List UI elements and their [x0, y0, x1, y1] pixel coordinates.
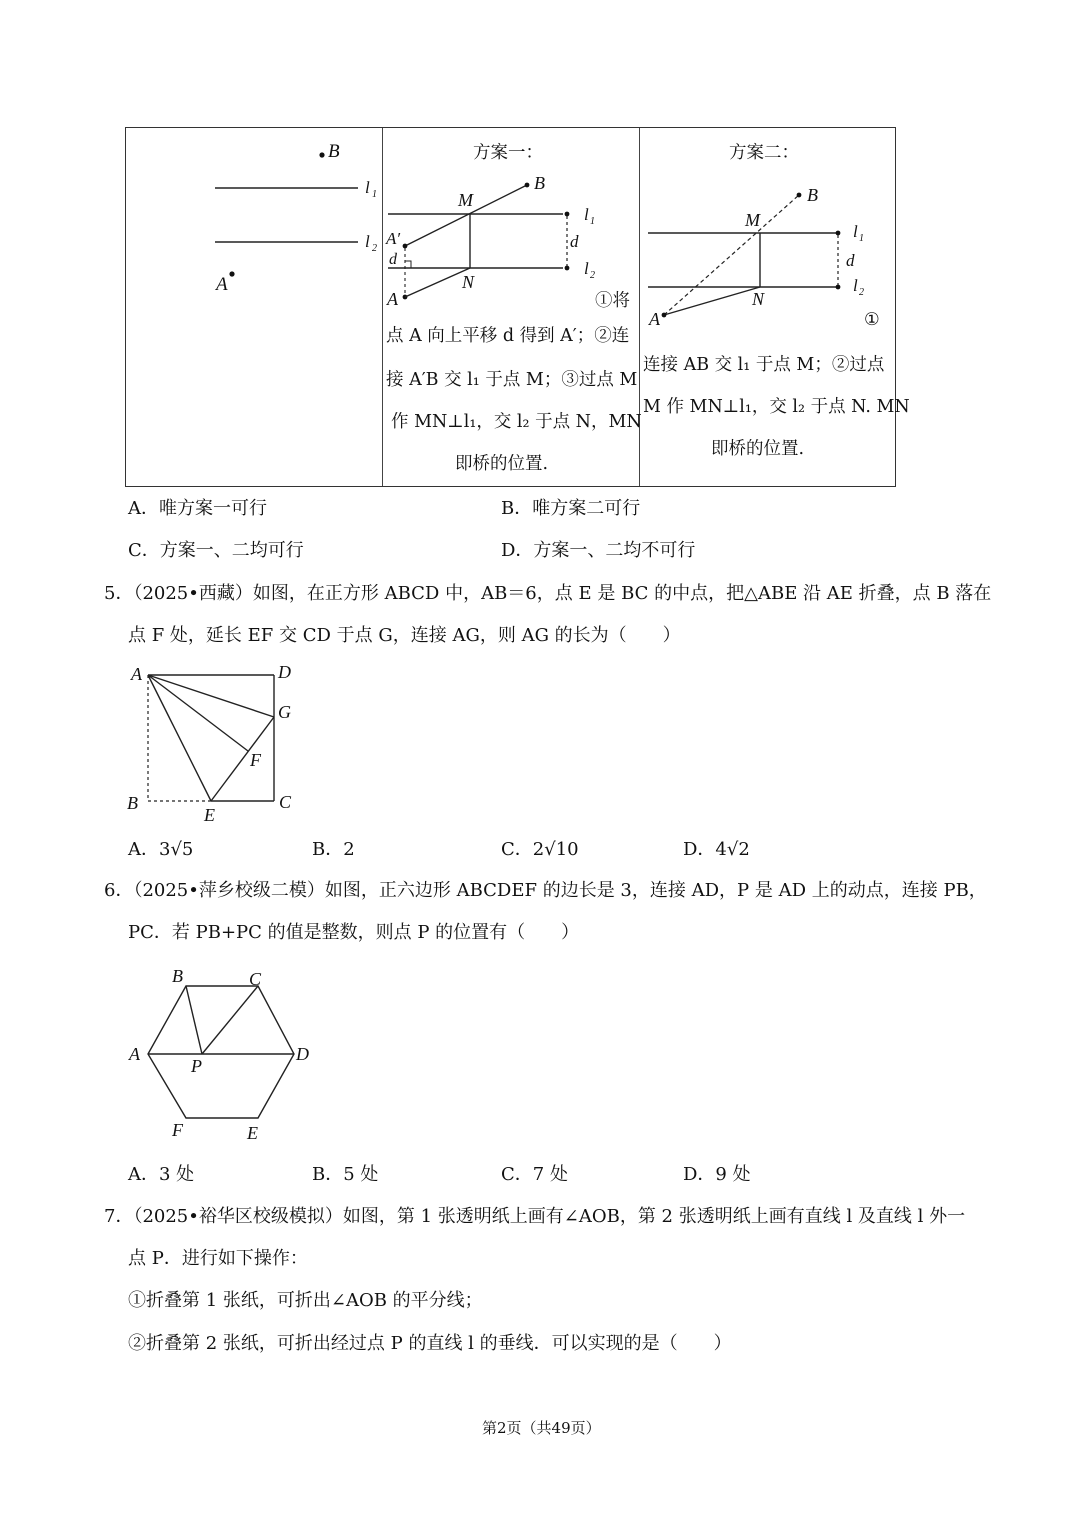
label-F: F — [250, 750, 261, 770]
label-l1-sub: 1 — [590, 216, 595, 227]
scheme2-text-line: 连接 AB 交 l₁ 于点 M；②过点 — [643, 355, 885, 375]
label-F: F — [172, 1120, 183, 1140]
scheme2-text-line: ① — [864, 310, 880, 330]
page-number: 第2页（共49页） — [482, 1419, 601, 1437]
label-A: A — [649, 309, 660, 329]
label-d: d — [846, 251, 855, 270]
label-M: M — [745, 210, 760, 230]
label-l2: l — [365, 232, 370, 251]
label-E: E — [204, 805, 215, 825]
q6-stem-line2: PC．若 PB+PC 的值是整数，则点 P 的位置有（ ） — [128, 922, 580, 943]
q7-stem-line4: ②折叠第 2 张纸，可折出经过点 P 的直线 l 的垂线．可以实现的是（ ） — [128, 1333, 732, 1354]
q5-option-b[interactable]: B．2 — [312, 839, 355, 860]
scheme1-text-line: 即桥的位置. — [455, 454, 549, 474]
label-B: B — [127, 793, 138, 813]
label-A: A — [131, 664, 142, 684]
label-A: A — [387, 289, 398, 309]
label-A: A — [129, 1044, 140, 1064]
label-A-prime: A′ — [386, 229, 401, 248]
label-B: B — [807, 185, 818, 205]
q5-option-c[interactable]: C．2√10 — [501, 839, 579, 860]
label-l1: l — [365, 178, 370, 197]
scheme2-figure — [639, 180, 896, 330]
q7-stem-line2: 点 P．进行如下操作： — [128, 1248, 308, 1269]
label-B: B — [172, 966, 183, 986]
label-l1: l — [853, 222, 858, 241]
scheme2-text-line: M 作 MN⊥l₁，交 l₂ 于点 N. MN — [643, 397, 910, 417]
label-l2: l — [853, 276, 858, 295]
label-d-right: d — [570, 232, 579, 251]
q6-option-a[interactable]: A．3 处 — [128, 1164, 195, 1185]
scheme2-title: 方案二： — [729, 143, 799, 163]
label-l2: l — [584, 259, 589, 278]
q6-option-b[interactable]: B．5 处 — [312, 1164, 379, 1185]
label-E: E — [247, 1123, 258, 1143]
label-d-left: d — [389, 251, 397, 268]
q5-option-d[interactable]: D．4√2 — [683, 839, 750, 860]
label-l2-sub: 2 — [590, 270, 595, 281]
q4-option-c[interactable]: C．方案一、二均可行 — [128, 540, 304, 561]
label-M: M — [458, 190, 473, 210]
scheme1-text-line: 点 A 向上平移 d 得到 A′；②连 — [386, 326, 630, 346]
scheme1-title: 方案一： — [473, 143, 543, 163]
point-A — [229, 271, 234, 276]
q4-option-b[interactable]: B．唯方案二可行 — [501, 498, 641, 519]
label-l1-sub: 1 — [859, 233, 864, 244]
q7-stem-line1: 7．（2025•裕华区校级模拟）如图，第 1 张透明纸上画有∠AOB，第 2 张透明纸上画有直线 l 及直线 l 外一 — [104, 1206, 966, 1227]
label-N: N — [752, 289, 765, 309]
q7-stem-line3: ①折叠第 1 张纸，可折出∠AOB 的平分线； — [128, 1290, 483, 1311]
q5-square-figure — [120, 658, 320, 828]
label-l1: l — [584, 205, 589, 224]
scheme1-text-line: ①将 — [595, 291, 630, 311]
q6-option-d[interactable]: D．9 处 — [683, 1164, 751, 1185]
label-C: C — [279, 792, 292, 812]
q4-option-a[interactable]: A．唯方案一可行 — [128, 498, 267, 519]
label-B: B — [328, 141, 340, 162]
scheme1-text-line: 作 MN⊥l₁，交 l₂ 于点 N，MN — [391, 412, 642, 432]
q5-stem-line1: 5．（2025•西藏）如图，在正方形 ABCD 中，AB＝6，点 E 是 BC 的中点，把△ABE 沿 AE 折叠，点 B 落在 — [104, 583, 992, 604]
point-B — [319, 152, 324, 157]
label-C: C — [249, 969, 262, 989]
q4-option-d[interactable]: D．方案一、二均不可行 — [501, 540, 696, 561]
scheme1-text-line: 接 A′B 交 l₁ 于点 M；③过点 M — [386, 370, 638, 390]
label-P: P — [191, 1056, 202, 1076]
label-l1-sub: 1 — [372, 189, 377, 200]
label-A: A — [216, 274, 228, 295]
label-l2-sub: 2 — [859, 287, 864, 298]
label-B: B — [534, 173, 545, 193]
label-G: G — [278, 702, 291, 722]
q6-option-c[interactable]: C．7 处 — [501, 1164, 568, 1185]
label-D: D — [296, 1044, 309, 1064]
label-N: N — [462, 272, 475, 292]
label-D: D — [278, 662, 291, 682]
label-l2-sub: 2 — [372, 243, 377, 254]
q4-river-figure — [125, 127, 382, 487]
q5-option-a[interactable]: A．3√5 — [128, 839, 194, 860]
q6-hexagon-figure — [120, 960, 330, 1150]
q5-stem-line2: 点 F 处，延长 EF 交 CD 于点 G，连接 AG，则 AG 的长为（ ） — [128, 625, 681, 646]
scheme2-text-line: 即桥的位置. — [711, 439, 805, 459]
q6-stem-line1: 6．（2025•萍乡校级二模）如图，正六边形 ABCDEF 的边长是 3，连接 AD，P 是 AD 上的动点，连接 PB， — [104, 880, 987, 901]
